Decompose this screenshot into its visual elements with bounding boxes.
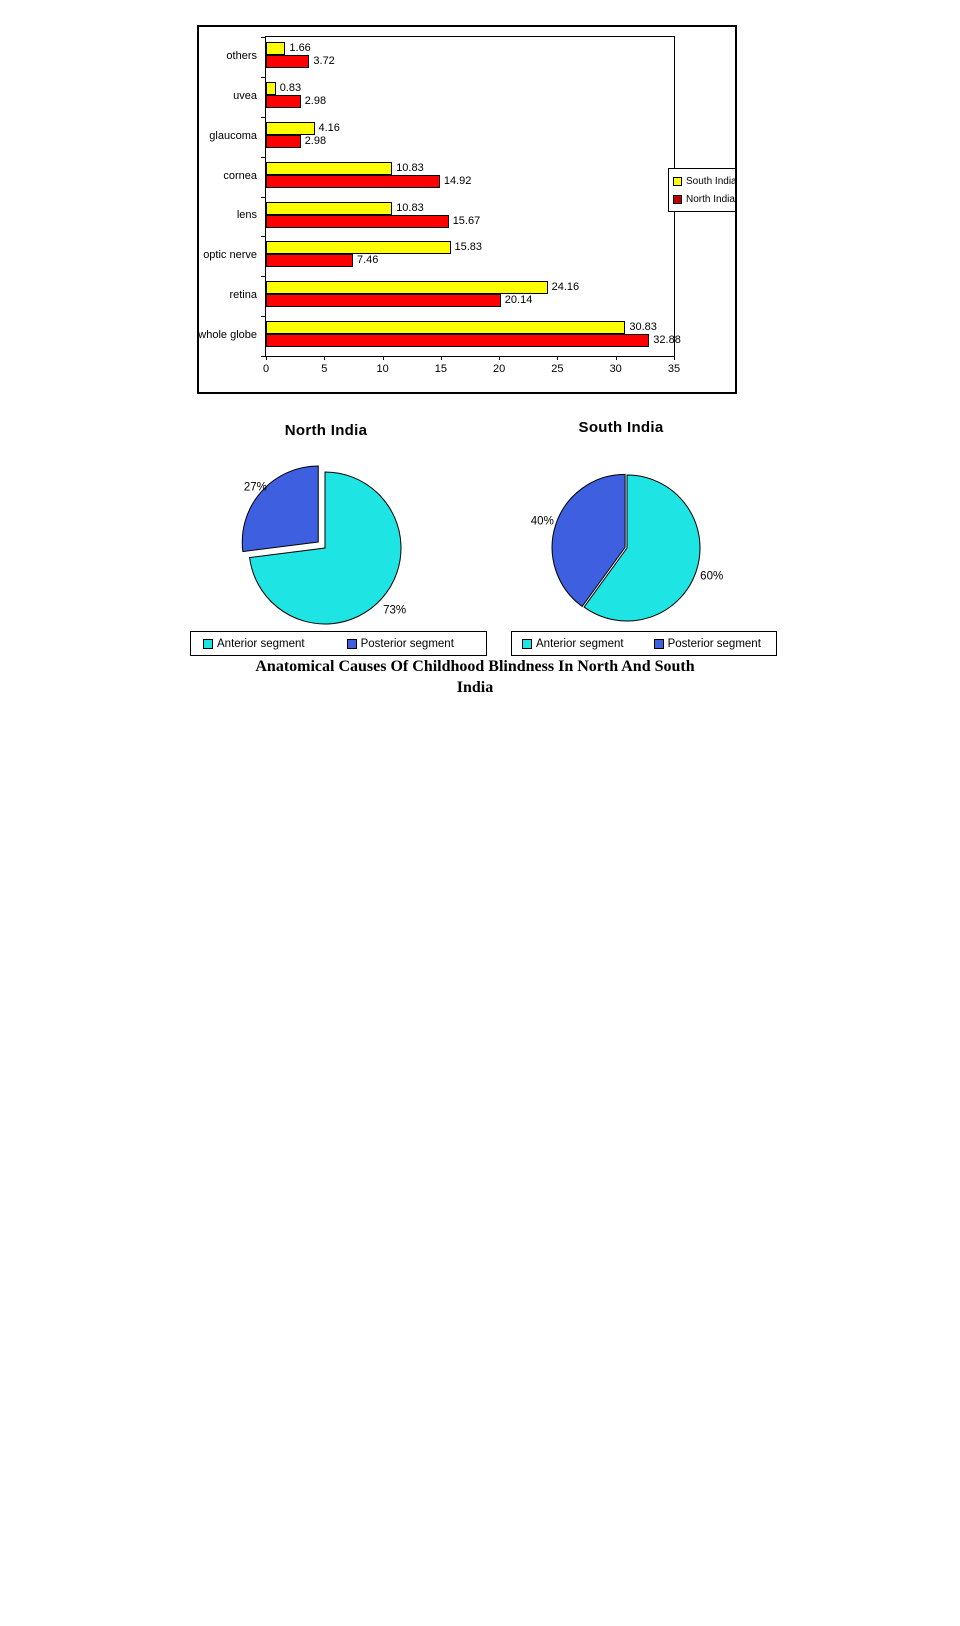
y-axis-tick xyxy=(261,276,266,277)
x-axis-tick xyxy=(557,356,558,360)
legend-label-anterior: Anterior segment xyxy=(536,637,624,650)
pie-percent-label: 73% xyxy=(383,604,407,617)
x-axis-tick xyxy=(441,356,442,360)
x-axis-tick-label: 35 xyxy=(667,363,681,375)
pie-slice-posterior-segment xyxy=(242,466,318,552)
bar-south-india xyxy=(266,82,276,95)
y-axis-tick xyxy=(261,236,266,237)
category-label: glaucoma xyxy=(209,129,257,142)
bar-value-label: 20.14 xyxy=(504,294,533,307)
bar-value-label: 4.16 xyxy=(318,121,340,134)
legend-item-anterior xyxy=(203,638,305,650)
pie-chart-south xyxy=(517,443,737,663)
category-label: others xyxy=(226,49,257,62)
legend-item-posterior xyxy=(654,638,761,650)
bar-value-label: 10.83 xyxy=(396,161,424,174)
legend-item-posterior xyxy=(347,638,454,650)
legend-label-south-india: South India xyxy=(686,175,737,187)
bar-chart xyxy=(197,25,737,394)
bar-value-label: 10.83 xyxy=(396,201,424,214)
figure-caption-line1: Anatomical Causes Of Childhood Blindness In North And South xyxy=(255,658,695,675)
category-label: whole globe xyxy=(198,329,257,342)
figure-caption-line2: India xyxy=(456,679,494,696)
bar-chart-legend xyxy=(668,168,736,212)
y-axis-tick xyxy=(261,117,266,118)
legend-swatch-posterior xyxy=(654,639,664,649)
bar-north-india xyxy=(266,95,301,108)
legend-item-south-india xyxy=(673,176,735,187)
bar-north-india xyxy=(266,55,309,68)
bar-value-label: 32.88 xyxy=(653,334,681,347)
legend-swatch-anterior xyxy=(522,639,532,649)
bar-value-label: 1.66 xyxy=(289,42,311,54)
x-axis-tick xyxy=(383,356,384,360)
pie-percent-label: 40% xyxy=(530,515,554,528)
y-axis-tick xyxy=(261,157,266,158)
bar-north-india xyxy=(266,254,353,267)
bar-south-india xyxy=(266,122,315,135)
y-axis-tick xyxy=(261,197,266,198)
x-axis-tick xyxy=(499,356,500,360)
legend-label-posterior: Posterior segment xyxy=(360,637,454,650)
pie-percent-label: 60% xyxy=(700,570,724,583)
figure-caption xyxy=(240,656,710,698)
bar-north-india xyxy=(266,135,301,148)
bar-value-label: 24.16 xyxy=(551,281,580,294)
pie-percent-label: 27% xyxy=(243,481,267,494)
bar-south-india xyxy=(266,42,285,55)
pie-chart-north xyxy=(215,443,435,663)
bar-value-label: 7.46 xyxy=(357,254,379,267)
bar-north-india xyxy=(266,215,449,228)
category-label: retina xyxy=(229,289,257,302)
pie-legend-south xyxy=(511,631,777,656)
legend-swatch-north-india xyxy=(673,195,682,204)
bar-south-india xyxy=(266,321,625,334)
x-axis-tick-label: 15 xyxy=(434,363,448,375)
bar-value-label: 30.83 xyxy=(629,321,657,334)
bar-value-label: 0.83 xyxy=(279,81,302,94)
legend-item-north-india xyxy=(673,194,735,205)
bar-value-label: 2.98 xyxy=(304,134,327,147)
legend-label-anterior: Anterior segment xyxy=(217,637,305,650)
y-axis-tick xyxy=(261,77,266,78)
legend-swatch-anterior xyxy=(203,639,213,649)
x-axis-tick xyxy=(266,356,267,360)
bar-north-india xyxy=(266,334,649,347)
y-axis-tick xyxy=(261,37,266,38)
bar-chart-plot-area xyxy=(262,36,681,375)
legend-item-anterior xyxy=(522,638,624,650)
pie-title-south: South India xyxy=(578,419,664,436)
bar-south-india xyxy=(266,281,548,294)
bar-value-label: 15.67 xyxy=(452,214,481,227)
legend-swatch-posterior xyxy=(347,639,357,649)
category-label: optic nerve xyxy=(203,249,257,262)
x-axis-tick-label: 25 xyxy=(551,363,564,375)
bar-north-india xyxy=(266,294,501,307)
bar-value-label: 3.72 xyxy=(313,55,335,67)
pie-legend-north xyxy=(190,631,487,656)
category-label: cornea xyxy=(223,169,257,182)
x-axis-tick-label: 0 xyxy=(262,363,270,375)
x-axis-tick-label: 20 xyxy=(492,363,506,375)
x-axis-tick-label: 30 xyxy=(609,363,622,375)
legend-swatch-south-india xyxy=(673,177,682,186)
pie-title-north: North India xyxy=(284,422,368,439)
legend-label-north-india: North India xyxy=(686,193,735,205)
bar-south-india xyxy=(266,202,392,215)
x-axis-tick-label: 10 xyxy=(376,363,389,375)
x-axis-tick xyxy=(674,356,675,360)
bar-value-label: 15.83 xyxy=(454,241,483,254)
x-axis-tick xyxy=(324,356,325,360)
bar-value-label: 14.92 xyxy=(443,174,472,187)
category-label: lens xyxy=(236,209,257,222)
bar-north-india xyxy=(266,175,440,188)
bar-south-india xyxy=(266,241,451,254)
x-axis-tick xyxy=(616,356,617,360)
bar-south-india xyxy=(266,162,392,175)
x-axis-tick-label: 5 xyxy=(321,363,328,375)
y-axis-tick xyxy=(261,316,266,317)
legend-label-posterior: Posterior segment xyxy=(667,637,761,650)
bar-value-label: 2.98 xyxy=(304,94,327,107)
category-label: uvea xyxy=(233,89,257,102)
